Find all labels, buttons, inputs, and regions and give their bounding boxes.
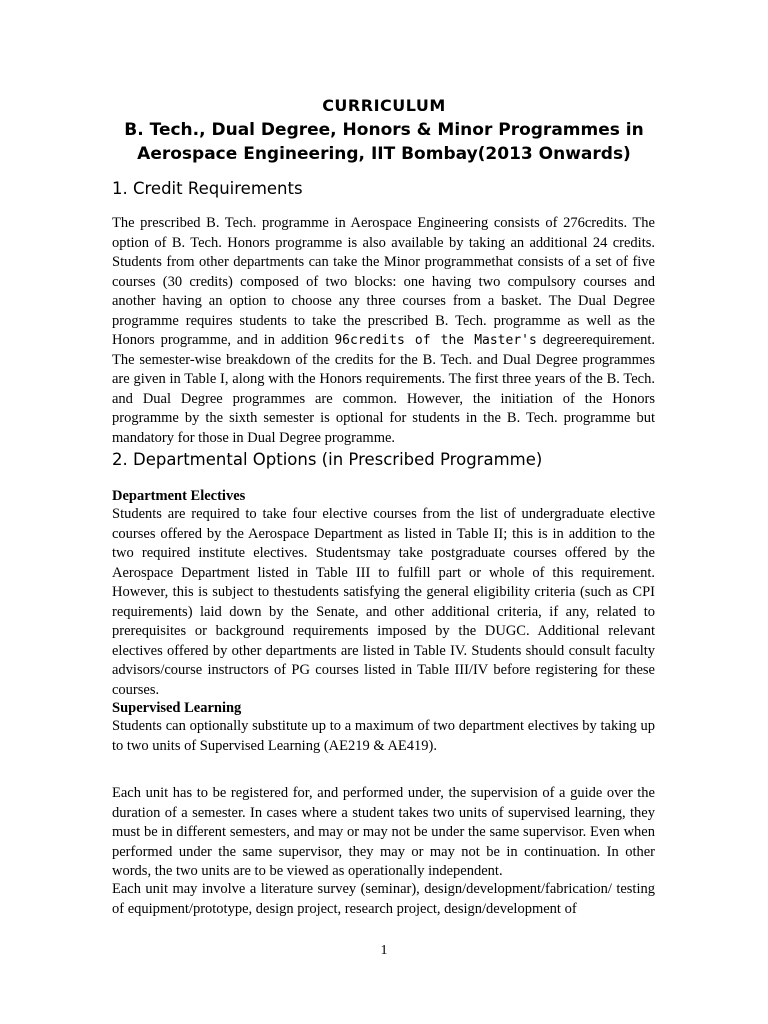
title-line-programmes: B. Tech., Dual Degree, Honors & Minor Programmes in <box>124 120 644 140</box>
section-heading-credit-requirements: 1. Credit Requirements <box>112 179 303 198</box>
title-line-curriculum: CURRICULUM <box>322 96 446 115</box>
subheading-department-electives: Department Electives <box>112 488 246 504</box>
credit-requirements-paragraph <box>112 214 655 448</box>
subheading-supervised-learning: Supervised Learning <box>112 700 242 716</box>
supervised-learning-paragraph-2: Each unit has to be registered for, and performed under, the supervision of a guide over the duration of a semester. In cases where a student takes two units of supervised learning, they must be in different semesters, and may or may not be under the same supervisor. Even when performed under the same supervisor, they may or may not be in continuation. In other words, the two units are to be viewed as operationally independent. <box>112 785 655 879</box>
supervised-learning-paragraph-3: Each unit may involve a literature survey (seminar), design/development/fabrication/ testing of equipment/prototype, design project, research project, design/development of <box>112 881 655 917</box>
credit-text-part-2: degreerequirement. The semester-wise breakdown of the credits for the B. Tech. and Dual Degree programmes are given in Table I, along with the Honors requirements. The first three years of the B. Tech. and Dual Degree programmes are common. However, the initiation of the Honors programme by the sixth semester is optional for students in the B. Tech. programme but mandatory for those in Dual Degree programme. <box>112 332 656 446</box>
page-number: 1 <box>380 943 388 958</box>
title-line-institute: Aerospace Engineering, IIT Bombay(2013 Onwards) <box>137 144 631 164</box>
section-heading-departmental-options: 2. Departmental Options (in Prescribed Programme) <box>112 450 543 469</box>
credit-text-mono-part: 96credits of the Master's <box>334 333 537 348</box>
document-title <box>112 94 656 166</box>
department-electives-paragraph: Students are required to take four elective courses from the list of undergraduate elective courses offered by the Aerospace Department as listed in Table II; this is in addition to the two required institute electives. Studentsmay take postgraduate courses offered by the Aerospace Department listed in Table III to fulfill part or whole of this requirement. However, this is subject to thestudents satisfying the general eligibility criteria (such as CPI requirements) laid down by the Senate, and other additional criteria, if any, related to prerequisites or background requirements imposed by the DUGC. Additional relevant electives offered by other departments are listed in Table IV. Students should consult faculty advisors/course instructors of PG courses listed in Table III/IV before registering for these courses. <box>112 506 655 698</box>
supervised-learning-paragraph-1: Students can optionally substitute up to a maximum of two department electives by taking up to two units of Supervised Learning (AE219 & AE419). <box>112 718 655 754</box>
credit-text-part-1: The prescribed B. Tech. programme in Aerospace Engineering consists of 276credits. The option of B. Tech. Honors programme is also available by taking an additional 24 credits. Students from other departments can take the Minor programmethat consists of a set of five courses (30 credits) composed of two blocks: one having two compulsory courses and another having an option to choose any three courses from a basket. The Dual Degree programme requires students to take the prescribed B. Tech. programme as well as the Honors programme, and in addition <box>112 215 655 348</box>
